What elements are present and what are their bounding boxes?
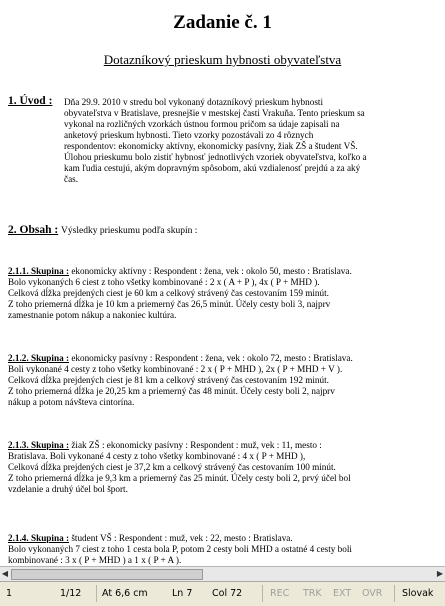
group-line: Z toho priemerná dĺžka je 20,25 km a priemerný čas 48 minút. Účely cesty boli 2, najprv	[8, 386, 335, 396]
status-position: At 6,6 cm	[102, 588, 148, 599]
group-line: Celková dĺžka prejdených ciest je 60 km a celkový strávený čas cestovaním 159 minút.	[8, 288, 329, 298]
group-label: 2.1.2. Skupina :	[8, 353, 70, 363]
status-rec[interactable]: REC	[270, 588, 290, 599]
content-heading	[8, 224, 197, 236]
group-first-line: študent VŠ : Respondent : muž, vek : 22, mesto : Bratislava.	[69, 533, 293, 543]
status-ext[interactable]: EXT	[333, 588, 352, 599]
group-first-line: žiak ZŠ : ekonomicky pasívny : Respondent : muž, vek : 11, mesto :	[69, 440, 322, 450]
group-line: Celková dĺžka prejdených ciest je 81 km a celkový strávený čas cestovaním 192 minút.	[8, 375, 329, 385]
group-line: vzdelanie a druhý účel bol šport.	[8, 484, 128, 494]
group-paragraph	[8, 533, 440, 566]
horizontal-scrollbar[interactable]	[0, 566, 445, 581]
status-bar	[0, 581, 445, 606]
scroll-right-icon[interactable]: ▶	[436, 569, 444, 578]
intro-paragraph	[64, 97, 440, 185]
group-line: Z toho priemerná dĺžka je 9,3 km a priemerný čas 25 minút. Účely cesty boli 2, prvý účel bol	[8, 473, 351, 483]
group-line: Bolo vykonaných 7 ciest z toho 1 cesta bola P, potom 2 cesty boli MHD a ostatné 4 cesty boli	[8, 544, 352, 554]
scroll-left-icon[interactable]: ◀	[1, 569, 9, 578]
scrollbar-thumb[interactable]	[11, 569, 203, 580]
group-line: nákup a potom návšteva cintorína.	[8, 397, 135, 407]
status-ovr[interactable]: OVR	[362, 588, 383, 599]
group-label: 2.1.1. Skupina :	[8, 266, 70, 276]
intro-line: čas.	[64, 174, 79, 184]
intro-line: anketový prieskum hybnosti. Tieto vzorky pozostávali zo 4 rôznych	[64, 130, 314, 140]
status-separator	[96, 585, 97, 602]
content-label: 2. Obsah :	[8, 224, 59, 236]
group-line: Celková dĺžka prejdených ciest je 37,2 km a celkový strávený čas cestovaním 100 minút.	[8, 462, 336, 472]
group-label: 2.1.4. Skupina :	[8, 533, 70, 543]
group-paragraph	[8, 440, 440, 495]
content-text: Výsledky prieskumu podľa skupín :	[61, 226, 198, 236]
intro-line: respondentov: ekonomicky aktívny, ekonomicky pasívny, žiak ZŠ a študent VŠ.	[64, 141, 358, 151]
group-first-line: ekonomicky pasívny : Respondent : žena, vek : okolo 72, mesto : Bratislava.	[69, 353, 353, 363]
status-page-count: 1/12	[60, 588, 82, 599]
intro-heading	[8, 95, 52, 107]
document-title: Zadanie č. 1	[173, 12, 272, 33]
intro-label: 1. Úvod :	[8, 95, 53, 107]
group-line: Bolo vykonaných 6 ciest z toho všetky kombinované : 2 x ( A + P ), 4x ( P + MHD ).	[8, 277, 320, 287]
intro-line: Úlohou prieskumu bolo zistiť hybnosť jednotlivých vzoriek obyvateľstva, koľko a	[64, 152, 367, 162]
status-page: 1	[6, 588, 13, 599]
group-label: 2.1.3. Skupina :	[8, 440, 70, 450]
status-column: Col 72	[212, 588, 243, 599]
status-line: Ln 7	[172, 588, 193, 599]
group-first-line: ekonomicky aktívny : Respondent : žena, vek : okolo 50, mesto : Bratislava.	[69, 266, 352, 276]
intro-line: vykonal na rozličných vzorkách ústnou formou pričom sa údaje zapisali na	[64, 119, 340, 129]
intro-line: kam ľudia cestujú, akým dopravným spôsobom, akú vzdialenosť prejdú a za aký	[64, 163, 361, 173]
group-line: Boli vykonané 4 cesty z toho všetky kombinované : 2 x ( P + MHD ), 2x ( P + MHD + V ).	[8, 364, 343, 374]
status-trk[interactable]: TRK	[303, 588, 322, 599]
intro-line: Dňa 29.9. 2010 v stredu bol vykonaný dotazníkový prieskum hybnosti	[64, 97, 324, 107]
status-separator	[394, 585, 395, 602]
status-separator	[262, 585, 263, 602]
document-subtitle: Dotazníkový prieskum hybnosti obyvateľstva	[103, 52, 342, 67]
intro-line: obyvateľstva v Bratislave, presnejšie v mestskej časti Vrakuňa. Tento prieskum sa	[64, 108, 365, 118]
status-language[interactable]: Slovak	[402, 588, 434, 599]
group-paragraph	[8, 353, 440, 408]
group-line: zamestnanie potom nákup a nakoniec kultúra.	[8, 310, 177, 320]
group-line: Bratislava. Boli vykonané 4 cesty z toho všetky kombinované : 4 x ( P + MHD ),	[8, 451, 306, 461]
group-line: kombinované : 3 x ( P + MHD ) a 1 x ( P + A ).	[8, 555, 182, 565]
group-paragraph	[8, 266, 440, 321]
group-line: Z toho priemerná dĺžka je 10 km a priemerný čas 26,5 minút. Účely cesty boli 3, najprv	[8, 299, 331, 309]
